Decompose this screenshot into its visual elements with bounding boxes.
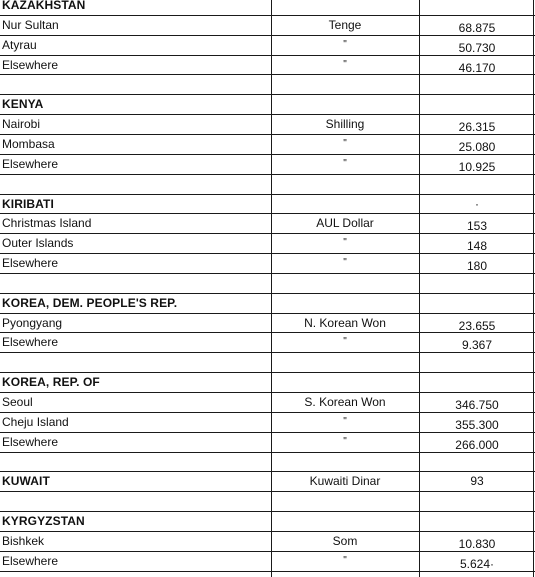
country-header-row bbox=[0, 194, 535, 214]
location-name: Nairobi bbox=[2, 117, 41, 131]
rate-value bbox=[420, 273, 534, 293]
rate-value: 355.300 bbox=[455, 418, 499, 432]
currency-name: N. Korean Won bbox=[304, 316, 386, 330]
table-row bbox=[0, 551, 535, 571]
table-row bbox=[0, 432, 535, 452]
country-header-row bbox=[0, 471, 535, 491]
currency-name bbox=[272, 174, 418, 194]
table-row bbox=[0, 213, 535, 233]
location-name: Pyongyang bbox=[2, 316, 63, 330]
currency-name bbox=[272, 0, 418, 15]
location-name: Seoul bbox=[2, 395, 33, 409]
spacer-row bbox=[0, 74, 535, 94]
rate-value bbox=[420, 352, 534, 372]
currency-name bbox=[272, 372, 418, 392]
currency-name: Shilling bbox=[325, 117, 365, 131]
location-name bbox=[2, 491, 268, 511]
rate-value: 180 bbox=[466, 259, 488, 273]
rate-value bbox=[420, 452, 534, 472]
rate-value: 23.655 bbox=[458, 319, 496, 333]
table-row bbox=[0, 531, 535, 551]
rate-value: 50.730 bbox=[458, 41, 496, 55]
rate-value: 46.170 bbox=[458, 61, 496, 75]
country-name: KUWAIT bbox=[2, 474, 50, 488]
country-header-row bbox=[0, 0, 535, 15]
rate-value: 153 bbox=[466, 219, 488, 233]
currency-name: " bbox=[343, 59, 347, 70]
location-name: Mombasa bbox=[2, 137, 55, 151]
table-row bbox=[0, 392, 535, 412]
location-name: Christmas Island bbox=[2, 216, 92, 230]
location-name: Atyrau bbox=[2, 38, 37, 52]
location-name: Outer Islands bbox=[2, 236, 74, 250]
rate-value: 26.315 bbox=[458, 120, 496, 134]
rate-value: 10.925 bbox=[458, 160, 496, 174]
currency-name bbox=[272, 511, 418, 531]
rate-value: 93 bbox=[470, 474, 484, 488]
currency-name: S. Korean Won bbox=[304, 395, 386, 409]
table-row bbox=[0, 253, 535, 273]
spacer-row bbox=[0, 273, 535, 293]
currency-name bbox=[272, 452, 418, 472]
currency-name: " bbox=[343, 436, 347, 447]
currency-name: Som bbox=[332, 534, 358, 548]
currency-name: " bbox=[343, 39, 347, 50]
location-name: Bishkek bbox=[2, 534, 45, 548]
currency-name bbox=[272, 273, 418, 293]
currency-name: " bbox=[343, 237, 347, 248]
rate-value: 9.367 bbox=[461, 338, 493, 352]
currency-name bbox=[272, 94, 418, 114]
currency-name: " bbox=[343, 416, 347, 427]
table-row bbox=[0, 15, 535, 35]
rate-value: 266.000 bbox=[455, 438, 499, 452]
country-name: KOREA, DEM. PEOPLE'S REP. bbox=[2, 296, 178, 310]
rate-value: 25.080 bbox=[458, 140, 496, 154]
rate-value bbox=[420, 511, 534, 531]
country-name: KIRIBATI bbox=[2, 197, 54, 211]
rate-value: 5.624· bbox=[459, 557, 495, 571]
location-name: Elsewhere bbox=[2, 554, 59, 568]
currency-name: " bbox=[343, 336, 347, 347]
currency-name: " bbox=[343, 158, 347, 169]
rate-value: · bbox=[475, 197, 479, 211]
country-header-row bbox=[0, 372, 535, 392]
rate-value bbox=[420, 0, 534, 15]
currency-name bbox=[272, 352, 418, 372]
table-row bbox=[0, 35, 535, 55]
rate-value bbox=[420, 372, 534, 392]
table-row bbox=[0, 412, 535, 432]
table-row bbox=[0, 154, 535, 174]
spacer-row bbox=[0, 452, 535, 472]
location-name bbox=[2, 273, 268, 293]
rate-value: 148 bbox=[466, 239, 488, 253]
location-name: Cheju Island bbox=[2, 415, 69, 429]
rate-value: 68.875 bbox=[458, 21, 496, 35]
location-name bbox=[2, 74, 268, 94]
currency-name: AUL Dollar bbox=[316, 216, 374, 230]
rate-value bbox=[420, 174, 534, 194]
currency-name: Tenge bbox=[328, 18, 362, 32]
spacer-row bbox=[0, 352, 535, 372]
spacer-row bbox=[0, 174, 535, 194]
table-row bbox=[0, 313, 535, 333]
rate-value bbox=[420, 491, 534, 511]
location-name: Nur Sultan bbox=[2, 18, 59, 32]
location-name: Elsewhere bbox=[2, 157, 59, 171]
currency-name bbox=[272, 293, 418, 313]
currency-name: " bbox=[343, 257, 347, 268]
location-name: Elsewhere bbox=[2, 335, 59, 349]
currency-name: " bbox=[343, 138, 347, 149]
currency-name bbox=[272, 491, 418, 511]
country-name: KENYA bbox=[2, 97, 44, 111]
country-header-row bbox=[0, 293, 535, 313]
rate-value bbox=[420, 74, 534, 94]
rate-value bbox=[420, 293, 534, 313]
table-row bbox=[0, 233, 535, 253]
currency-name bbox=[272, 74, 418, 94]
location-name: Elsewhere bbox=[2, 435, 59, 449]
table-row bbox=[0, 55, 535, 75]
location-name bbox=[2, 352, 268, 372]
currency-name bbox=[272, 194, 418, 214]
table-row bbox=[0, 114, 535, 134]
rate-value: 10.830 bbox=[458, 537, 496, 551]
country-name: KAZAKHSTAN bbox=[2, 0, 86, 12]
country-header-row bbox=[0, 94, 535, 114]
currency-name: Kuwaiti Dinar bbox=[309, 474, 381, 488]
rate-value: 346.750 bbox=[455, 398, 499, 412]
table-row bbox=[0, 134, 535, 154]
country-name: KOREA, REP. OF bbox=[2, 375, 100, 389]
rate-value bbox=[420, 94, 534, 114]
spacer-row bbox=[0, 491, 535, 511]
country-name: KYRGYZSTAN bbox=[2, 514, 85, 528]
country-header-row bbox=[0, 511, 535, 531]
location-name: Elsewhere bbox=[2, 58, 59, 72]
location-name: Elsewhere bbox=[2, 256, 59, 270]
location-name bbox=[2, 174, 268, 194]
table-row bbox=[0, 332, 535, 352]
location-name bbox=[2, 452, 268, 472]
currency-name: " bbox=[343, 555, 347, 566]
